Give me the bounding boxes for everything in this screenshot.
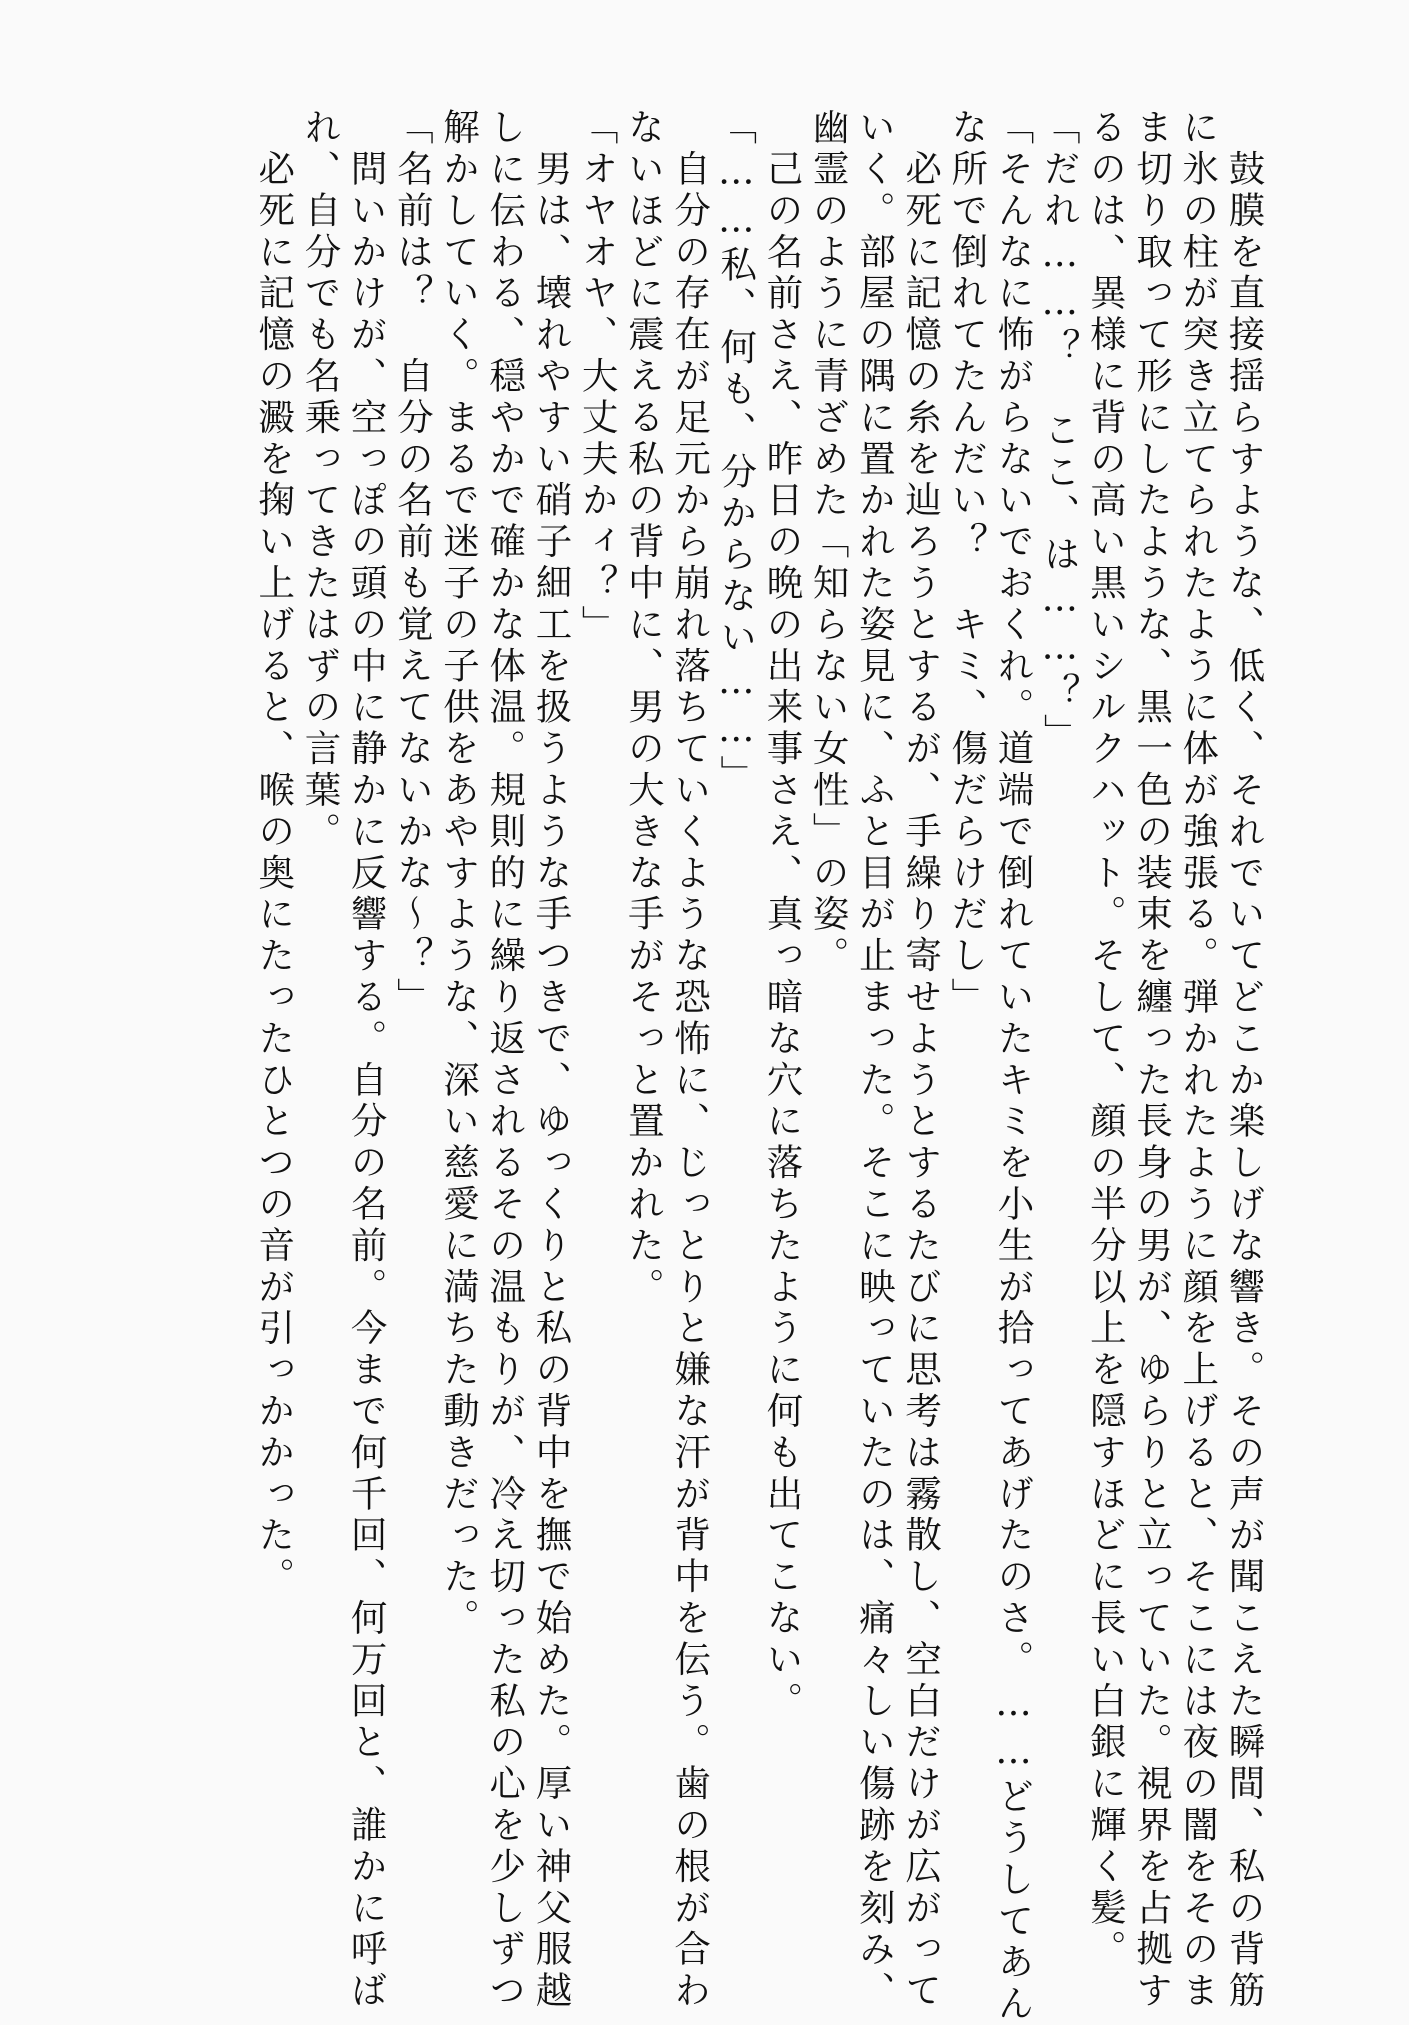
text-line: 必死に記憶の澱を掬い上げると、喉の奥にたったひとつの音が引っかかった。 xyxy=(252,108,296,1599)
text-line: 自分の存在が足元から崩れ落ちていくような恐怖に、じっとりと嫌な汗が背中を伝う。歯の根が合わ xyxy=(668,108,712,2013)
dialogue-line: 「だれ……？ ここ、は……？」 xyxy=(1038,108,1082,755)
text-line: るのは、異様に背の高い黒いシルクハット。そして、顔の半分以上を隠すほどに長い白銀に輝く髪。 xyxy=(1084,108,1128,1971)
dialogue-line: 「……私、何も、分からない……」 xyxy=(714,108,758,797)
text-line: 解かしていく。まるで迷子の子供をあやすような、深い慈愛に満ちた動きだった。 xyxy=(437,108,481,1640)
text-line: に氷の柱が突き立てられたように体が強張る。弾かれたように顔を上げると、そこには夜の闇をそのま xyxy=(1176,108,1220,2013)
dialogue-line: な所で倒れてたんだい？ キミ、傷だらけだし」 xyxy=(945,108,989,1019)
text-line: ま切り取って形にしたような、黒一色の装束を纏った長身の男が、ゆらりと立っていた。視界を占拠す xyxy=(1130,108,1174,2013)
dialogue-line: 「名前は？ 自分の名前も覚えてないかな～？」 xyxy=(391,108,435,1019)
text-line: れ、自分でも名乗ってきたはずの言葉。 xyxy=(298,108,342,854)
vertical-text-body xyxy=(251,108,1267,2025)
text-line: 必死に記憶の糸を辿ろうとするが、手繰り寄せようとするたびに思考は霧散し、空白だけが広がって xyxy=(899,108,943,2013)
text-line: 幽霊のように青ざめた「知らない女性」の姿。 xyxy=(807,108,851,978)
text-line: いく。部屋の隅に置かれた姿見に、ふと目が止まった。そこに映っていたのは、痛々しい傷跡を刻み、 xyxy=(853,108,897,2013)
text-line: 己の名前さえ、昨日の晩の出来事さえ、真っ暗な穴に落ちたように何も出てこない。 xyxy=(760,108,804,1723)
text-line: しに伝わる、穏やかで確かな体温。規則的に繰り返されるその温もりが、冷え切った私の心を少しずつ xyxy=(483,108,527,2013)
text-line: ないほどに震える私の背中に、男の大きな手がそっと置かれた。 xyxy=(622,108,666,1309)
dialogue-line: 「オヤオヤ、大丈夫かィ？」 xyxy=(576,108,620,647)
text-line: 鼓膜を直接揺らすような、低く、それでいてどこか楽しげな響き。その声が聞こえた瞬間、私の背筋 xyxy=(1223,108,1266,2013)
text-line: 男は、壊れやすい硝子細工を扱うような手つきで、ゆっくりと私の背中を撫で始めた。厚い神父服越 xyxy=(529,108,573,2013)
text-line: 問いかけが、空っぽの頭の中に静かに反響する。自分の名前。今まで何千回、何万回と、誰かに呼ば xyxy=(345,108,389,2013)
dialogue-line: 「そんなに怖がらないでおくれ。道端で倒れていたキミを小生が拾ってあげたのさ。……どうしてあん xyxy=(991,108,1035,2025)
